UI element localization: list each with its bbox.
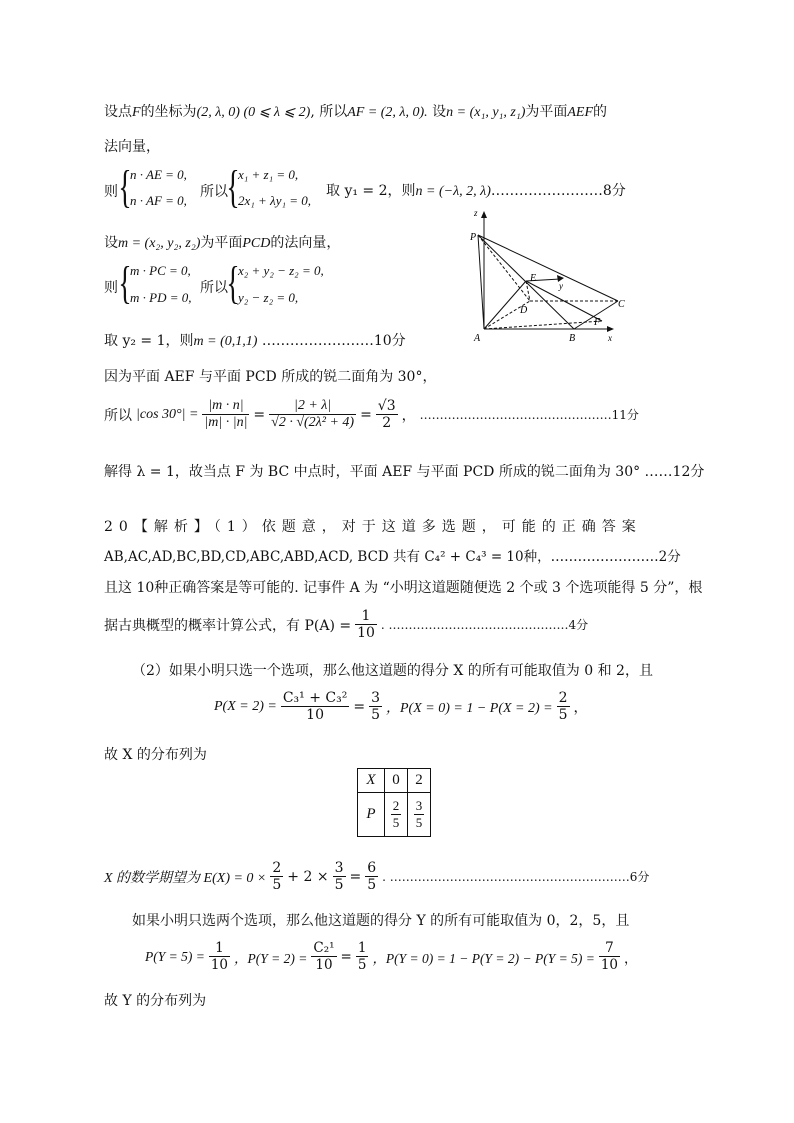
line-plane-pcd-normal: 设m = (x₂, y₂, z₂)为平面PCD的法向量， bbox=[104, 235, 341, 251]
text-so: 所以 bbox=[200, 184, 228, 200]
table-cell: 0 bbox=[385, 769, 408, 793]
x-axis-arrow bbox=[607, 326, 614, 332]
text-then: 则 bbox=[104, 184, 118, 200]
line-cos-equation: 所以 |cos 30°| = $\frac{|m \cdot n|}{|m| \cdot |n|}$ = $\frac{|2 + \lambda|}{\text{√2 · √(2λ² + 4)}}$ = $\frac{√3}{2}$ ， …………………………………………11分 bbox=[104, 398, 639, 431]
line-part-2-intro: （2）如果小明只选一个选项，那么他这道题的得分 X 的所有可能取值为 0 和 2，且 bbox=[132, 663, 653, 679]
edge-pd bbox=[478, 235, 530, 301]
line-expectation-x: X 的数学期望为 E(X) = 0 × $\frac{2}{5}$ + 2 × $\frac{3}{5}$ = $\frac{6}{5}$ . ……………………………………………………6分 bbox=[104, 860, 650, 893]
left-brace: { bbox=[226, 257, 240, 308]
line-solve-lambda: 解得 λ = 1，故当点 F 为 BC 中点时，平面 AEF 与平面 PCD 所成的锐二面角为 30° ……12分 bbox=[104, 464, 705, 480]
x-distribution-table bbox=[357, 768, 431, 837]
line-take-y1: 取 y₁ = 2，则n = (−λ, 2, λ)……………………8分 bbox=[326, 183, 626, 199]
line-event-a: 且这 10种正确答案是等可能的. 记事件 A 为 “小明这道题随便选 2 个或 3 个选项能得 5 分”，根 bbox=[104, 580, 703, 596]
equation: m · PC = 0, bbox=[130, 263, 191, 278]
label-x: x bbox=[608, 333, 612, 343]
label-d: D bbox=[520, 305, 528, 316]
label-z: z bbox=[474, 208, 478, 218]
line-y-distribution-label: 故 Y 的分布列为 bbox=[104, 993, 207, 1009]
left-brace: { bbox=[226, 161, 240, 212]
line-take-y2: 取 y₂ = 1，则m = (0,1,1) ……………………10分 bbox=[104, 333, 406, 349]
edge-pa bbox=[478, 235, 484, 329]
label-b: B bbox=[569, 333, 576, 344]
line-x-distribution-label: 故 X 的分布列为 bbox=[104, 747, 207, 763]
line-px-values: P(X = 2) = $\frac{\text{C₃¹ + C₃²}}{10}$ = $\frac{3}{5}$ ，P(X = 0) = 1 − P(X = 2) = $\frac{2}{5}$ ， bbox=[214, 690, 588, 723]
line-point-f-coords: 设点F的坐标为(2, λ, 0) (0 ⩽ λ ⩽ 2), 所以AF = (2, λ, 0). 设n = (x₁, y₁, z₁)为平面AEF的 bbox=[104, 104, 608, 120]
label-y: y bbox=[559, 281, 563, 291]
table-cell: X bbox=[358, 769, 385, 793]
label-c: C bbox=[618, 299, 625, 310]
line-two-options-intro: 如果小明只选两个选项，那么他这道题的得分 Y 的所有可能取值为 0，2，5，且 bbox=[132, 913, 630, 929]
label-p: P bbox=[470, 232, 477, 243]
label-e: E bbox=[530, 273, 537, 284]
line-p-a: 据古典概型的概率计算公式，有 P(A) = $\frac{1}{10}$ . ………………………………………4分 bbox=[104, 608, 589, 641]
z-axis-arrow bbox=[481, 211, 487, 218]
line-dihedral-angle: 因为平面 AEF 与平面 PCD 所成的锐二面角为 30°， bbox=[104, 369, 437, 385]
label-a: A bbox=[474, 333, 481, 344]
pyramid-figure bbox=[470, 205, 630, 345]
table-cell: 2 bbox=[408, 769, 431, 793]
left-brace: { bbox=[118, 257, 132, 308]
table-cell: $\frac{3}{5}$ bbox=[408, 793, 431, 837]
text-so: 所以 bbox=[200, 280, 228, 296]
label-f: F bbox=[594, 317, 601, 328]
equation: n · AE = 0, bbox=[130, 167, 187, 182]
equation: m · PD = 0, bbox=[130, 290, 192, 305]
table-cell: P bbox=[358, 793, 385, 837]
text-then: 则 bbox=[104, 280, 118, 296]
equation: y₂ − z₂ = 0, bbox=[238, 290, 299, 305]
equation: x₁ + z₁ = 0, bbox=[238, 167, 299, 182]
equation: n · AF = 0, bbox=[130, 193, 187, 208]
line-py-values: P(Y = 5) = $\frac{1}{10}$ ，P(Y = 2) = $\frac{\text{C₂¹}}{10}$ = $\frac{1}{5}$ ，P(Y = 0) = 1 − P(Y = 2) − P(Y = 5) = $\frac{7}{10}$ ， bbox=[145, 940, 638, 973]
line-normal-vector-label: 法向量， bbox=[104, 139, 160, 155]
line-answer-options: AB,AC,AD,BC,BD,CD,ABC,ABD,ACD, BCD 共有 C₄² + C₄³ = 10种，……………………2分 bbox=[104, 549, 681, 565]
line-problem-20-intro: 20【解析】（1）依题意，对于这道多选题，可能的正确答案 bbox=[104, 519, 642, 535]
equation: x₂ + y₂ − z₂ = 0, bbox=[238, 263, 324, 278]
equation: 2x₁ + λy₁ = 0, bbox=[238, 193, 312, 208]
edge-pc bbox=[478, 235, 618, 301]
table-cell: $\frac{2}{5}$ bbox=[385, 793, 408, 837]
left-brace: { bbox=[118, 161, 132, 212]
